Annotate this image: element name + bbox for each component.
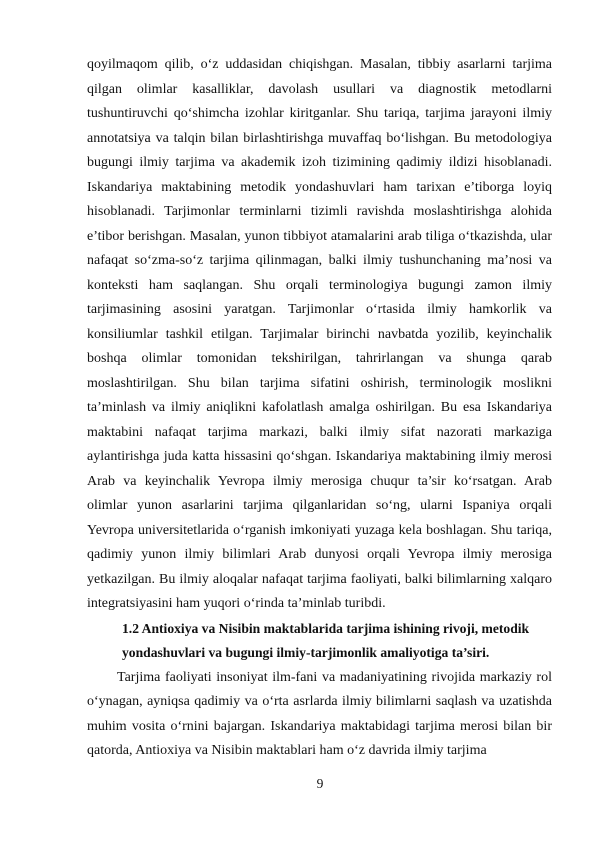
body-text (87, 53, 552, 764)
paragraph-2: Tarjima faoliyati insoniyat ilm-fani va madaniyatining rivojida markaziy rol o‘ynagan, ayniqsa qadimiy va o‘rta asrlarda ilmiy bilimlarni saqlash va uzatishda muhim vosita o‘rnini bajargan. Iskandariya maktabidagi tarjima merosi bilan bir qatorda, Antioxiya va Nisibin maktablari ham o‘z davrida ilmiy tarjima (87, 669, 552, 758)
paragraph-1: qoyilmaqom qilib, o‘z uddasidan chiqishgan. Masalan, tibbiy asarlarni tarjima qilgan olimlar kasalliklar, davolash usullari va diagnostik metodlarni tushuntiruvchi qo‘shimcha izohlar kiritganlar. Shu tariqa, tarjima jarayoni ilmiy annotatsiya va talqin bilan birlashtirishga muvaffaq bo‘lishgan. Bu metodologiya bugungi ilmiy tarjima va akademik izoh tizimining qadimiy ildizi hisoblanadi. Iskandariya maktabining metodik yondashuvlari ham tarixan e’tiborga loyiq hisoblanadi. Tarjimonlar terminlarni tizimli ravishda moslashtirishga alohida e’tibor berishgan. Masalan, yunon tibbiyot atamalarini arab tiliga o‘tkazishda, ular nafaqat so‘zma-so‘z tarjima qilinmagan, balki ilmiy tushunchaning ma’nosi va konteksti ham saqlangan. Shu orqali terminologiya bugungi zamon ilmiy tarjimasining asosini yaratgan. Tarjimonlar o‘rtasida ilmiy hamkorlik va konsiliumlar tashkil etilgan. Tarjimalar birinchi navbatda yozilib, keyinchalik boshqa olimlar tomonidan tekshirilgan, tahrirlangan va shunga qarab moslashtirilgan. Shu bilan tarjima sifatini oshirish, terminologik moslikni ta’minlash va ilmiy aniqlikni kafolatlash amalga oshirilgan. Bu esa Iskandariya maktabini nafaqat tarjima markazi, balki ilmiy sifat nazorati markaziga aylantirishga juda katta hissasini qo‘shgan. Iskandariya maktabining ilmiy merosi Arab va keyinchalik Yevropa ilmiy merosiga chuqur ta’sir ko‘rsatgan. Arab olimlar yunon asarlarini tarjima qilganlaridan so‘ng, ularni Ispaniya orqali Yevropa universitetlarida o‘rganish imkoniyati yuzaga kela boshlagan. Shu tariqa, qadimiy yunon ilmiy bilimlari Arab dunyosi orqali Yevropa ilmiy merosiga yetkazilgan. Bu ilmiy aloqalar nafaqat tarjima faoliyati, balki bilimlarning xalqaro integratsiyasini ham yuqori o‘rinda ta’minlab turibdi. (87, 57, 552, 611)
section-heading: 1.2 Antioxiya va Nisibin maktablarida tarjima ishining rivoji, metodik yondashuvlari va bugungi ilmiy-tarjimonlik amaliyotiga ta’siri. (122, 620, 530, 660)
page-number: 9 (316, 776, 324, 791)
